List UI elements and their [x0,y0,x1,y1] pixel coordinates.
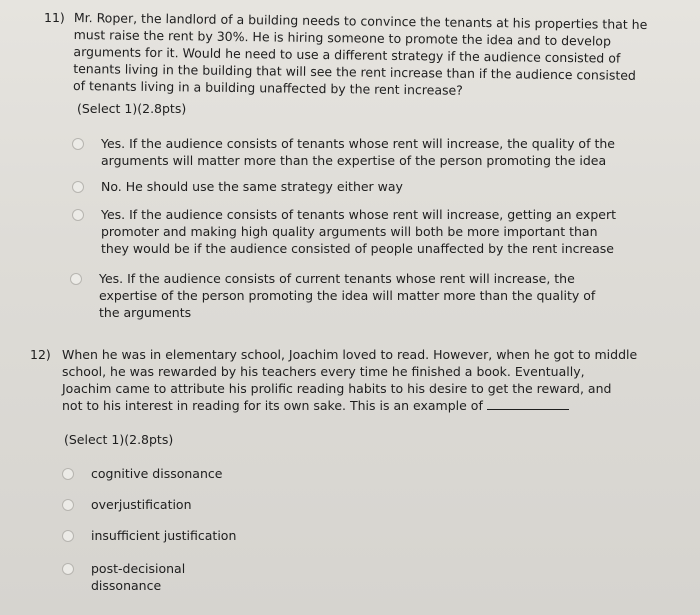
question-line: tenants living in the building that will see the rent increase than if the audience consisted [73,60,637,83]
answer-blank [487,398,569,410]
question-line: must raise the rent by 30%. He is hiring someone to promote the idea and to develop [73,26,612,49]
question-line: When he was in elementary school, Joachim loved to read. However, when he got to middle [62,347,638,362]
answer-option[interactable] [72,206,616,257]
option-line: the arguments [99,305,192,320]
question-line [62,397,637,414]
option-line: arguments will matter more than the expertise of the person promoting the idea [101,153,607,168]
select-instruction: (Select 1)(2.8pts) [64,432,174,447]
option-text [91,496,192,513]
question-line: Mr. Roper, the landlord of a building needs to convince the tenants at his properties that he [73,9,648,33]
option-line: expertise of the person promoting the idea will matter more than the quality of [99,288,596,303]
option-line: insufficient justification [91,528,237,543]
question-number: 12) [30,347,51,362]
answer-option[interactable] [70,270,595,321]
radio-button[interactable] [62,468,74,480]
answer-option[interactable] [72,135,615,169]
option-line: post-decisional [91,561,186,576]
question-line: of tenants living in a building unaffected by the rent increase? [72,77,463,98]
option-line: cognitive dissonance [91,466,223,481]
answer-option[interactable] [62,496,192,513]
radio-button[interactable] [72,138,84,150]
question-line: school, he was rewarded by his teachers every time he finished a book. Eventually, [62,364,585,379]
option-text [91,560,185,594]
question-text [73,9,647,101]
option-line: they would be if the audience consisted of people unaffected by the rent increase [101,241,614,256]
option-text [101,206,616,257]
question-line-text: not to his interest in reading for its own sake. This is an example of [62,398,483,413]
question-number: 11) [44,10,65,25]
option-text [101,135,615,169]
question-line: arguments for it. Would he need to use a different strategy if the audience consisted of [73,43,621,66]
option-text [101,178,403,195]
option-line: dissonance [91,578,162,593]
option-line: overjustification [91,497,192,512]
option-text [91,527,236,544]
option-line: Yes. If the audience consists of current tenants whose rent will increase, the [99,271,575,286]
radio-button[interactable] [70,273,82,285]
answer-option[interactable] [62,527,236,544]
option-line: Yes. If the audience consists of tenants whose rent will increase, the quality of the [101,136,615,151]
question-line: Joachim came to attribute his prolific reading habits to his desire to get the reward, and [62,381,612,396]
radio-button[interactable] [62,499,74,511]
option-text [99,270,595,321]
answer-option[interactable] [72,178,403,195]
question-text [62,346,637,414]
question-12 [0,330,700,615]
option-line: Yes. If the audience consists of tenants whose rent will increase, getting an expert [101,207,617,222]
radio-button[interactable] [72,181,84,193]
select-instruction: (Select 1)(2.8pts) [77,101,187,116]
answer-option[interactable] [62,560,185,594]
answer-option[interactable] [62,465,222,482]
option-line: promoter and making high quality arguments will both be more important than [101,224,598,239]
option-text [91,465,222,482]
radio-button[interactable] [62,530,74,542]
radio-button[interactable] [62,563,74,575]
radio-button[interactable] [72,209,84,221]
option-line: No. He should use the same strategy either way [101,179,403,194]
